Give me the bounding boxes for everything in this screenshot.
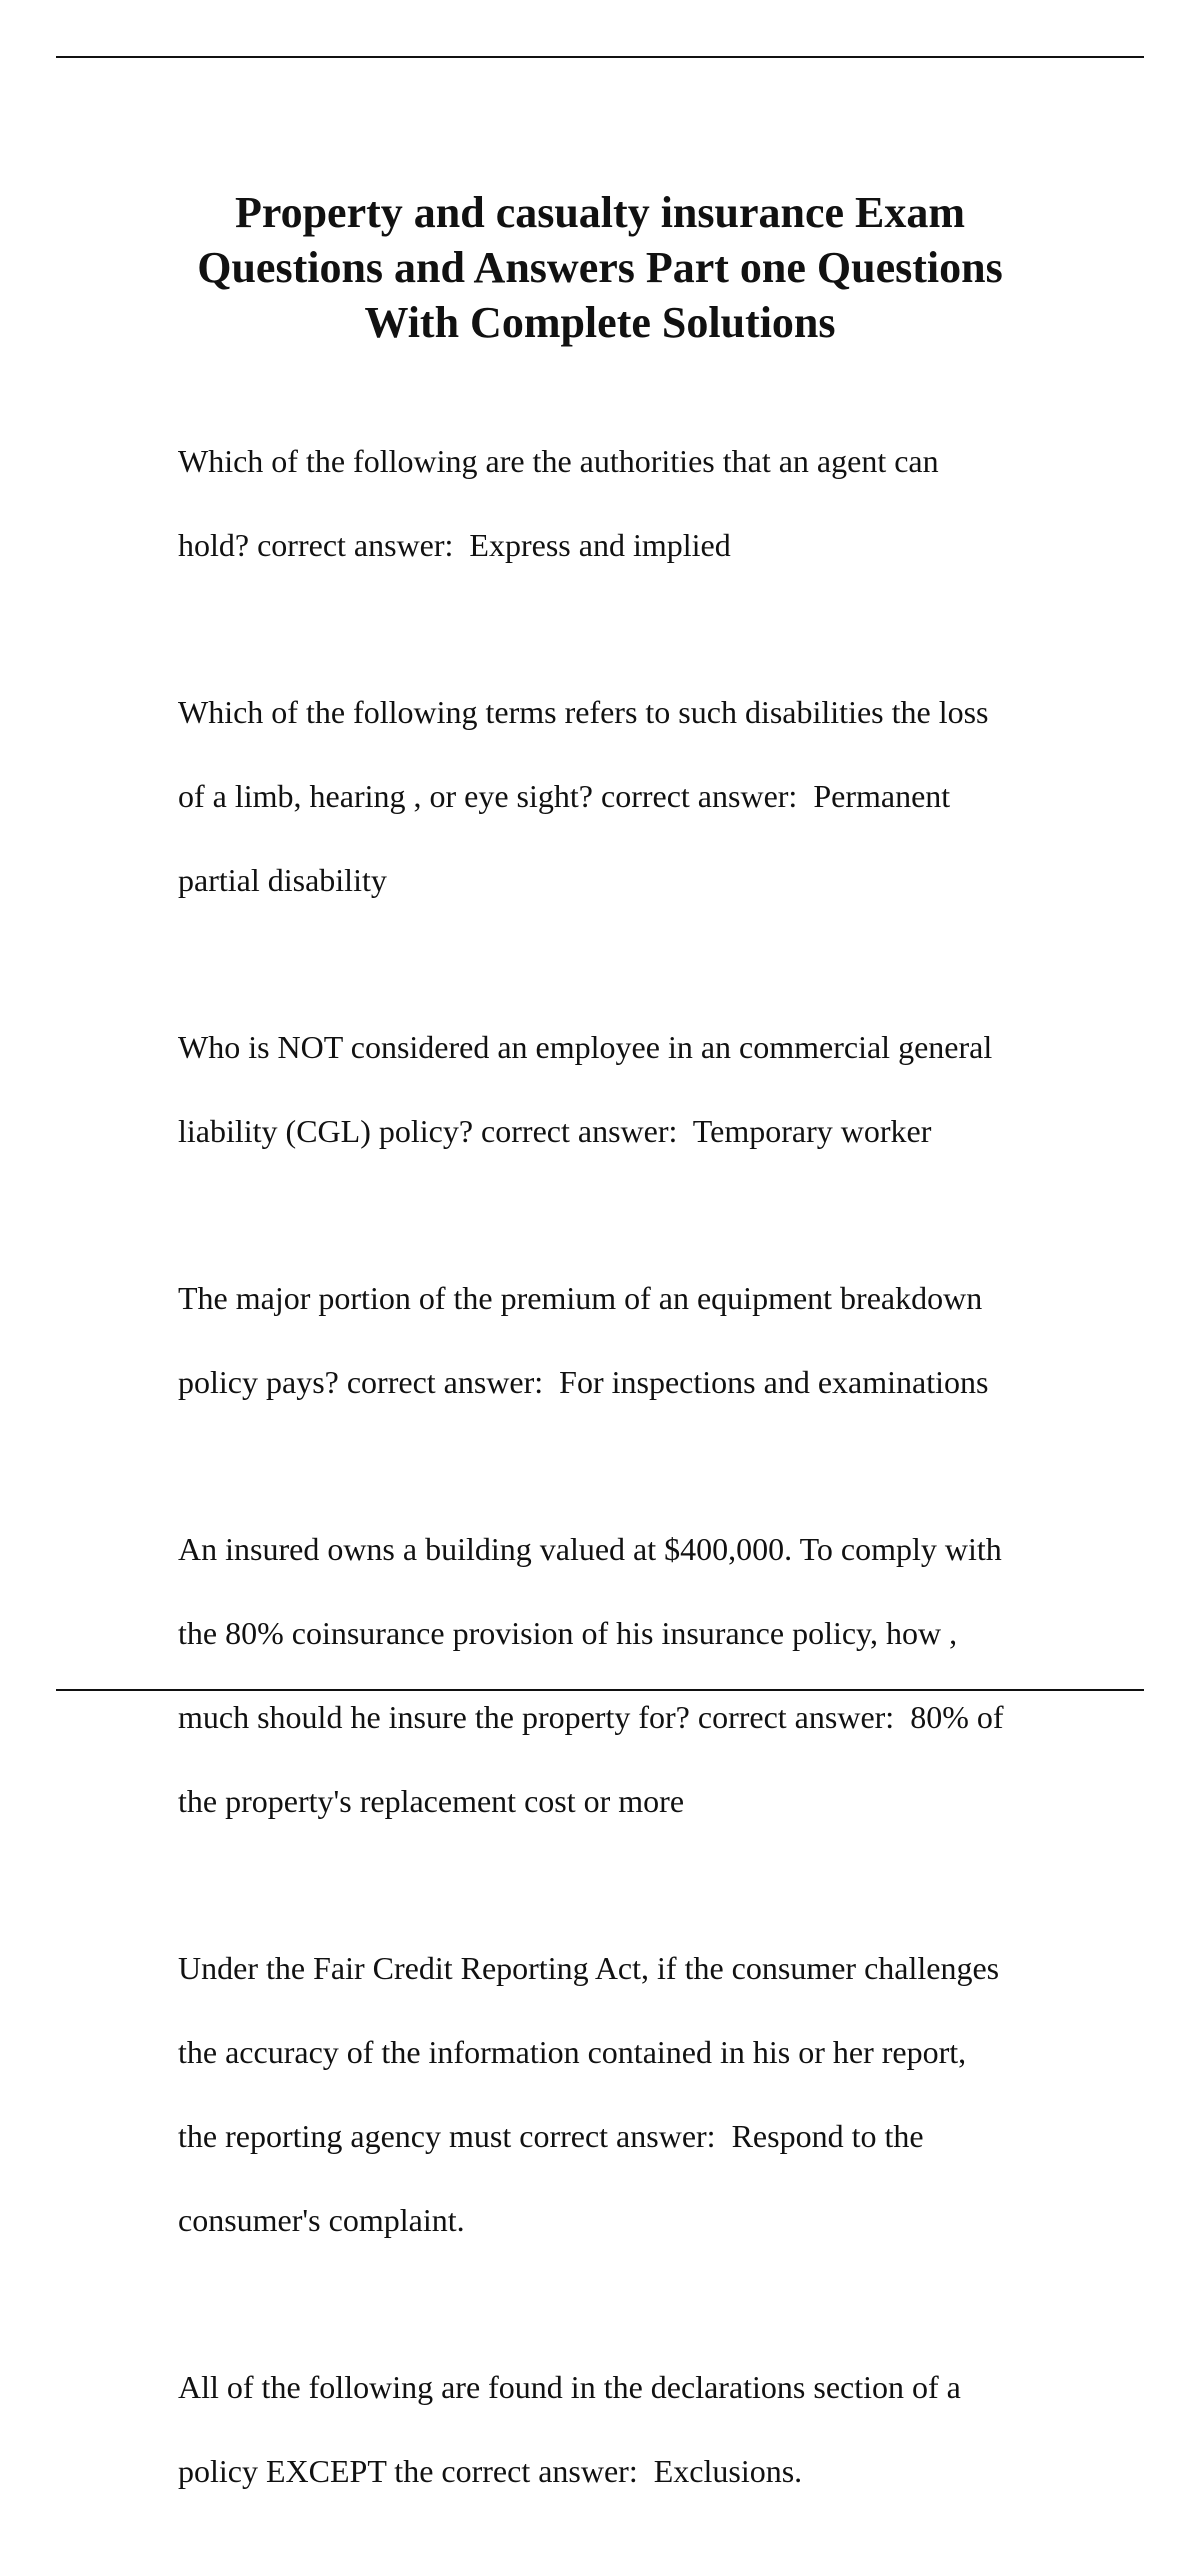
qa-line: much should he insure the property for? correct answer: 80% of xyxy=(178,1699,1004,1735)
qa-item-4 xyxy=(146,1235,1106,1445)
title-line: Questions and Answers Part one Questions xyxy=(197,243,1003,292)
qa-line: consumer's complaint. xyxy=(178,2202,465,2238)
qa-line: Which of the following terms refers to such disabilities the loss xyxy=(178,694,989,730)
title-line: With Complete Solutions xyxy=(364,298,836,347)
qa-line: All of the following are found in the declarations section of a xyxy=(178,2369,961,2405)
qa-line: hold? correct answer: Express and implied xyxy=(178,527,731,563)
question-answer-list xyxy=(146,398,1106,2575)
qa-line: An insured owns a building valued at $400,000. To comply with xyxy=(178,1531,1002,1567)
qa-item-5 xyxy=(146,1486,1106,1864)
qa-item-7 xyxy=(146,2324,1106,2534)
qa-line: the property's replacement cost or more xyxy=(178,1783,685,1819)
qa-line: Who is NOT considered an employee in an commercial general xyxy=(178,1029,993,1065)
qa-item-3 xyxy=(146,984,1106,1194)
qa-line: the reporting agency must correct answer: Respond to the xyxy=(178,2118,924,2154)
qa-line: Which of the following are the authorities that an agent can xyxy=(178,443,939,479)
qa-line: policy pays? correct answer: For inspections and examinations xyxy=(178,1364,989,1400)
qa-line: the 80% coinsurance provision of his insurance policy, how , xyxy=(178,1615,958,1651)
bottom-rule xyxy=(56,1689,1144,1691)
qa-line: policy EXCEPT the correct answer: Exclusions. xyxy=(178,2453,803,2489)
qa-item-1 xyxy=(146,398,1106,608)
title-line: Property and casualty insurance Exam xyxy=(234,188,966,237)
qa-item-2 xyxy=(146,649,1106,943)
qa-line: the accuracy of the information contained in his or her report, xyxy=(178,2034,967,2070)
top-rule xyxy=(56,56,1144,58)
qa-line: of a limb, hearing , or eye sight? correct answer: Permanent xyxy=(178,778,951,814)
qa-line: partial disability xyxy=(178,862,387,898)
qa-item-6 xyxy=(146,1905,1106,2283)
document-title xyxy=(130,185,1070,350)
qa-line: liability (CGL) policy? correct answer: Temporary worker xyxy=(178,1113,932,1149)
qa-line: The major portion of the premium of an equipment breakdown xyxy=(178,1280,983,1316)
qa-line: Under the Fair Credit Reporting Act, if the consumer challenges xyxy=(178,1950,1000,1986)
